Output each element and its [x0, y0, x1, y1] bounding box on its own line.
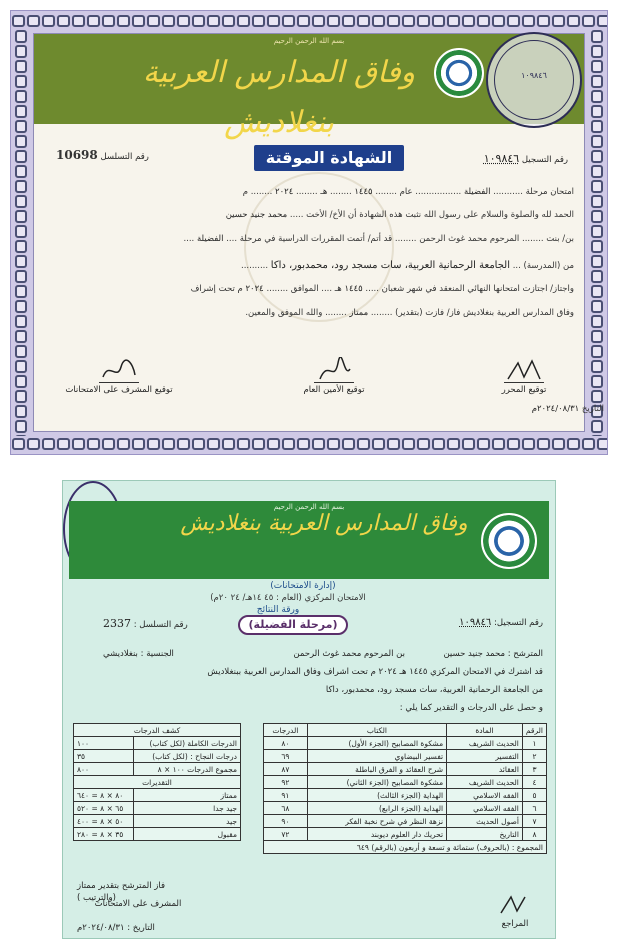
candidate-parent: بن المرحوم محمد غوث الرحمن — [293, 649, 405, 659]
table-row: ممتاز ٨٠ × ٨ = ٦٤٠ — [74, 789, 241, 802]
parent-stage: الفضيلة — [196, 234, 224, 244]
table-row: ٨ التاريخ تحريك دار العلوم ديوبند ٧٢ — [264, 828, 547, 841]
seal-number: ١٠٩٨٤٦ — [521, 70, 547, 80]
signature-editor: توقيع المحرر — [484, 357, 564, 395]
org-emblem-icon — [434, 48, 484, 98]
certificate-body — [44, 142, 604, 421]
exam-stage-line: امتحان مرحلة ........... الفضيلة ................. عام ........ ١٤٤٥ ........ هـ ........ ٢٠٢٤ ........ م — [242, 187, 574, 197]
table-row: الدرجات الكاملة (لكل كتاب) ١٠٠ — [74, 737, 241, 750]
candidate-name: المترشح : محمد جنيد حسين — [443, 649, 543, 659]
exam-year-greg: ٢٠٢٤ — [275, 187, 294, 197]
table-row: ٢ التفسير تفسير البيضاوي ٦٩ — [264, 750, 547, 763]
table-row: ٣ العقائد شرح العقائد و الفرق الباطلة ٨٧ — [264, 763, 547, 776]
signature-reviewer: المراجع — [485, 891, 545, 929]
certificate-inner — [33, 33, 604, 432]
serial-number: رقم التسلسل 10698 — [56, 148, 149, 162]
signature-icon — [314, 357, 354, 383]
registration-number: رقم التسجيل ١٠٩٨٤٦ — [483, 152, 568, 165]
exam-participation: قد اشترك في الامتحان المركزي ١٤٤٥ هـ ٢٠٢٤ م تحت اشراف وفاق المدارس العربية ببنغلاديش — [207, 667, 543, 677]
subjects-table — [263, 723, 547, 854]
grade-line: وفاق المدارس العربية بنغلاديش فاز/ فازت (بتقدير) ........ ممتاز ........ والله الموفق والمعين. — [245, 308, 574, 318]
chain-border-top — [11, 13, 607, 29]
exam-year-hijri: ١٤٤٥ — [354, 187, 373, 197]
chain-border-right — [589, 29, 605, 436]
org-title: وفاق المدارس العربية بنغلاديش — [142, 55, 416, 140]
candidate-nationality: الجنسية : بنغلاديشي — [103, 649, 174, 659]
passed-line: واجتاز/ اجتازت امتحانها النهائي المنعقد في شهر شعبان ..... ١٤٤٥ هـ .... الموافق ........ ٢٠٢٤ م تحت إشراف — [190, 284, 574, 294]
bismillah: بسم الله الرحمن الرحيم — [273, 37, 345, 45]
rank: (والترتيب ) — [77, 893, 116, 903]
table-row: ٤ الحديث الشريف مشكوة المصابيح (الجزء الثاني) ٩٢ — [264, 776, 547, 789]
scores-header: كشف الدرجات — [74, 724, 241, 737]
registration-value: ١٠٩٨٤٦ — [459, 617, 492, 628]
registration-number: رقم التسجيل: ١٠٩٨٤٦ — [459, 617, 543, 628]
student-name: محمد جنيد حسين — [225, 210, 288, 220]
result-header — [69, 501, 549, 579]
result-sheet — [62, 480, 556, 939]
registration-value: ١٠٩٨٤٦ — [483, 152, 520, 165]
signature-icon — [495, 891, 535, 917]
grades-header: التقديرات — [74, 776, 241, 789]
grade-scale-table — [73, 723, 241, 841]
parent-line: بن/ بنت ........ المرحوم محمد غوث الرحمن ........ قد أتم/ أتمت المقررات الدراسية في مرحلة .... الفضيلة .... — [183, 234, 574, 244]
signature-icon — [99, 357, 139, 383]
table-row: ٥ الفقه الاسلامي الهداية (الجزء الثالث) ٩١ — [264, 789, 547, 802]
signature-icon — [504, 357, 544, 383]
official-seal-icon — [486, 32, 582, 128]
provisional-certificate — [10, 10, 608, 455]
certificate-title: الشهادة الموقتة — [254, 145, 404, 171]
praise-line: الحمد لله والصلوة والسلام على رسول الله نثبت هذه الشهادة أن الأخ/ الأخت ..... محمد جنيد حسين — [225, 210, 574, 220]
signature-secretary-general: توقيع الأمين العام — [284, 357, 384, 395]
serial-number: رقم التسلسل : 2337 — [103, 617, 188, 630]
department: (إدارة الامتحانات) — [270, 581, 336, 591]
table-row: ٧ أصول الحديث نزهة النظر في شرح نخبة الفكر ٩٠ — [264, 815, 547, 828]
exam-stage: الفضيلة — [463, 187, 491, 197]
serial-value: 2337 — [103, 617, 131, 630]
table-row: جيد ٥٠ × ٨ = ٤٠٠ — [74, 815, 241, 828]
bismillah: بسم الله الرحمن الرحيم — [273, 503, 345, 511]
signature-exam-supervisor: المشرف على الامتحانات — [94, 899, 182, 909]
certificate-header — [34, 34, 584, 140]
issue-date: التاريخ ٢٠٢٤/٠٨/٣١م — [531, 404, 604, 414]
exam-year-line: الامتحان المركزي (العام : ٤٥ ١٤هـ/ ٢٤ ٢٠م) — [210, 593, 366, 603]
signature-exam-supervisor: توقيع المشرف على الامتحانات — [64, 357, 174, 395]
table-row: درجات النجاح : (لكل كتاب) ٣٥ — [74, 750, 241, 763]
issue-date: التاريخ : ٢٠٢٤/٠٨/٣١م — [77, 923, 155, 933]
madrasa-line: من الجامعة الرحمانية العربية، سات مسجد رود، محمدبور، داكا — [325, 685, 543, 695]
total-row: المجموع : (بالحروف) ستمائة و تسعة و أربعون (بالرقم) ٦٤٩ — [264, 841, 547, 854]
table-row: مجموع الدرجات ١٠٠ × ٨ ٨٠٠ — [74, 763, 241, 776]
result-intro: و حصل على الدرجات و التقدير كما يلي : — [399, 703, 543, 713]
table-row: مقبول ٣٥ × ٨ = ٢٨٠ — [74, 828, 241, 841]
org-emblem-icon — [481, 513, 537, 569]
table-header-row: الرقم المادة الكتاب الدرجات — [264, 724, 547, 737]
serial-value: 10698 — [56, 148, 98, 162]
org-title: وفاق المدارس العربية بنغلاديش — [180, 511, 468, 536]
chain-border-bottom — [11, 436, 607, 452]
stage-badge: (مرحلة الفضيلة) — [238, 615, 348, 635]
chain-border-left — [13, 29, 29, 436]
table-row: ١ الحديث الشريف مشكوة المصابيح (الجزء الأول) ٨٠ — [264, 737, 547, 750]
grade-value: ممتاز — [349, 308, 369, 318]
sheet-title: ورقة النتائج — [256, 605, 300, 615]
table-row: جيد جدا ٦٥ × ٨ = ٥٢٠ — [74, 802, 241, 815]
table-row: ٦ الفقه الاسلامي الهداية (الجزء الرابع) ٦٨ — [264, 802, 547, 815]
grade-result: فاز المترشح بتقدير ممتاز — [77, 881, 166, 891]
madrasa-name: الجامعة الرحمانية العربية، سات مسجد رود، محمدبور، داكا — [270, 260, 511, 271]
madrasa-line: من (المدرسة) ... الجامعة الرحمانية العربية، سات مسجد رود، محمدبور، داكا .......... — [241, 260, 574, 271]
